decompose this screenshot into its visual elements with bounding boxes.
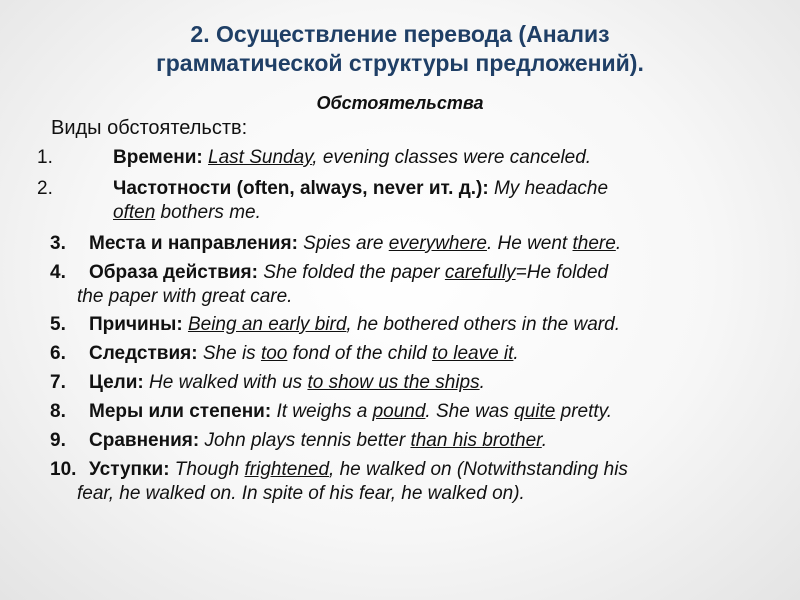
example-text: Though — [169, 459, 245, 480]
example-underlined: frightened — [244, 459, 330, 480]
example-text: John plays tennis better — [199, 430, 411, 451]
item-example — [198, 343, 519, 364]
example-text: . — [479, 372, 485, 393]
item-line-continued — [113, 201, 261, 225]
example-underlined: quite — [514, 401, 556, 422]
intro-text: Виды обстоятельств: — [51, 117, 248, 139]
example-underlined: carefully — [444, 262, 516, 283]
item-example — [199, 430, 547, 451]
example-text: . — [615, 233, 622, 254]
item-label: Причины: — [89, 314, 183, 335]
item-example — [170, 459, 628, 480]
item-label: Образа действия: — [89, 262, 258, 283]
item-line — [89, 261, 608, 285]
example-text: He walked with us — [143, 372, 308, 393]
item-label: Частотности (often, always, never ит. д.): — [113, 178, 489, 199]
example-text: , evening classes were canceled. — [312, 147, 592, 168]
item-example — [258, 262, 608, 283]
item-line — [89, 232, 621, 256]
item-number: 2. — [37, 178, 53, 199]
example-text: , he walked on (Notwithstanding his — [329, 459, 628, 480]
item-line — [89, 458, 628, 482]
example-text: It weighs a — [271, 401, 373, 422]
example-text: fond of the child — [287, 343, 433, 364]
item-number: 5. — [50, 314, 66, 335]
example-text: My headache — [488, 178, 609, 199]
example-underlined: to show us the ships — [307, 372, 480, 393]
slide-subtitle: Обстоятельства — [316, 93, 484, 113]
example-underlined: there — [572, 233, 616, 254]
item-label: Сравнения: — [89, 430, 200, 451]
item-line — [89, 429, 547, 453]
item-label: Меры или степени: — [89, 401, 272, 422]
item-line — [113, 146, 591, 170]
item-line-continued: fear, he walked on. In spite of his fear, he walked on). — [77, 483, 525, 504]
item-example — [298, 233, 621, 254]
example-text: . She was — [425, 401, 515, 422]
item-number: 10. — [50, 459, 77, 480]
item-number: 1. — [37, 147, 53, 168]
item-line-continued: the paper with great care. — [77, 286, 293, 307]
item-line — [113, 177, 608, 201]
example-text: . He went — [486, 233, 573, 254]
item-example — [183, 314, 620, 335]
item-number: 9. — [50, 430, 66, 451]
item-label: Следствия: — [89, 343, 198, 364]
example-underlined: Being an early bird — [187, 314, 347, 335]
item-example — [144, 372, 485, 393]
item-number: 8. — [50, 401, 66, 422]
example-text: She is — [197, 343, 261, 364]
example-text: bothers me. — [155, 202, 261, 223]
item-label: Уступки: — [89, 459, 170, 480]
example-underlined: pound — [372, 401, 426, 422]
item-line — [89, 371, 485, 395]
example-text: . — [541, 430, 548, 451]
item-example — [271, 401, 612, 422]
example-text: =He folded — [515, 262, 609, 283]
slide-title-line-1: 2. Осуществление перевода (Анализ — [190, 21, 610, 47]
example-text: pretty. — [555, 401, 613, 422]
item-line — [89, 313, 620, 337]
example-underlined: Last Sunday — [208, 147, 313, 168]
example-text: , he bothered others in the ward. — [346, 314, 620, 335]
item-line — [89, 400, 612, 424]
item-number: 7. — [50, 372, 66, 393]
item-number: 4. — [50, 262, 66, 283]
item-line — [89, 342, 519, 366]
example-underlined: often — [113, 202, 156, 223]
item-number: 3. — [50, 233, 66, 254]
item-number: 6. — [50, 343, 66, 364]
example-text: She folded the paper — [257, 262, 445, 283]
slide-title — [60, 20, 740, 78]
example-underlined: than his brother — [410, 430, 542, 451]
example-underlined: to leave it — [432, 343, 514, 364]
example-text: Spies are — [297, 233, 389, 254]
item-label: Времени: — [113, 147, 203, 168]
item-example — [203, 147, 591, 168]
example-underlined: everywhere — [388, 233, 487, 254]
slide-title-line-2: грамматической структуры предложений). — [156, 50, 644, 76]
example-text: . — [513, 343, 519, 364]
item-label: Цели: — [89, 372, 144, 393]
item-label: Места и направления: — [89, 233, 298, 254]
example-underlined: too — [260, 343, 288, 364]
